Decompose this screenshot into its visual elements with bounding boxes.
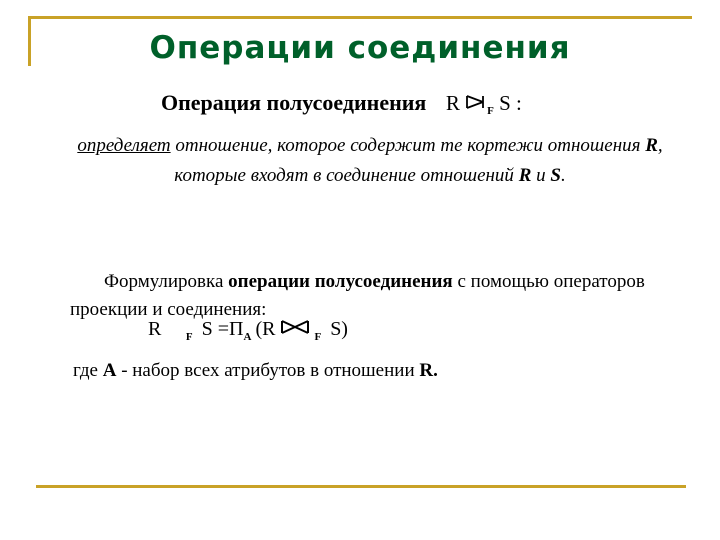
subtitle <box>161 90 522 117</box>
formulation-bold: операции полусоединения <box>228 271 453 292</box>
semijoin-formula <box>446 91 522 115</box>
formula2-sub1: F <box>170 331 178 343</box>
formula2-pi-sub: A <box>227 331 236 343</box>
formula2-paren: (R <box>239 318 260 340</box>
formula-r: R <box>445 91 460 115</box>
definition-part2: , которые входят в соединение отношений <box>174 135 663 186</box>
formulation-paragraph <box>70 268 690 324</box>
definition-paragraph <box>50 131 690 191</box>
formula2-pi: Π <box>213 318 228 340</box>
join-symbol-icon <box>280 319 310 335</box>
formula2-sub2: F <box>298 331 306 343</box>
definition-and: и <box>531 165 551 186</box>
where-part1: где <box>73 360 103 381</box>
frame-bottom-line <box>36 485 686 488</box>
formula-s: S : <box>499 91 522 115</box>
relation-r2: R <box>518 165 532 186</box>
frame-top-line <box>28 16 692 19</box>
semijoin-definition-formula <box>148 318 348 343</box>
relation-s: S <box>550 165 561 186</box>
formula2-missing-glyph <box>166 318 182 340</box>
formula2-right: S) <box>314 318 333 340</box>
where-r: R. <box>419 360 438 381</box>
definition-part1: отношение, которое содержит те кортежи отношения <box>170 135 646 156</box>
where-a: A <box>102 360 117 381</box>
where-part2: - набор всех атрибутов в отношении <box>116 360 420 381</box>
formulation-part1: Формулировка <box>104 271 229 292</box>
relation-r: R <box>645 135 658 156</box>
semijoin-symbol-icon <box>465 94 487 110</box>
definition-verb: определяет <box>77 135 171 156</box>
definition-end: . <box>560 165 566 186</box>
slide-title: Операции соединения <box>149 30 571 66</box>
formula2-r: R <box>148 318 162 340</box>
formulation-part2: с помощью операторов проекции и соединения: <box>70 271 645 320</box>
where-note <box>73 360 438 382</box>
formula2-middle: S = <box>186 318 214 340</box>
subtitle-text: Операция полусоединения <box>161 90 427 115</box>
formula-subscript-f: F <box>487 105 494 117</box>
